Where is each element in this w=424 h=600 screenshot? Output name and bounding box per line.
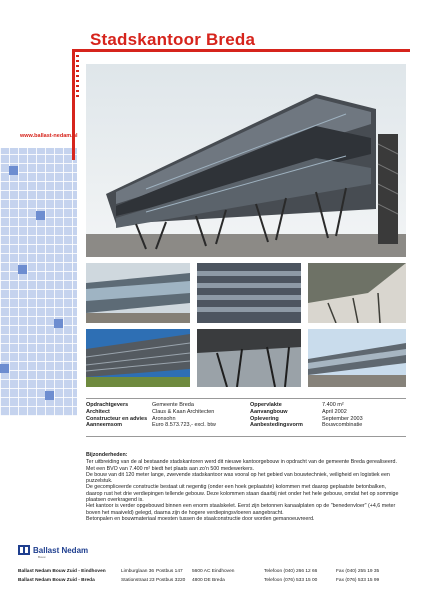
red-side-rule: [72, 50, 75, 160]
details-paragraph: Ter uitbreiding van de al bestaande stadskantoren werd dit nieuwe kantoorgebouw in opdracht van de gemeente Breda gerealiseerd.: [86, 459, 397, 466]
info-label: Opdrachtgevers: [86, 402, 129, 408]
details-paragraph: Met een BVO van 7.400 m² biedt het plaats aan zo'n 500 medewerkers.: [86, 465, 254, 472]
info-label: Aanvangbouw: [250, 408, 288, 415]
footer-fax: Fax (076) 533 15 99: [336, 577, 380, 583]
info-value: September 2003: [322, 415, 363, 422]
info-row: [86, 422, 406, 429]
footer-company: Ballast Nedam Bouw Zuid - Breda: [18, 577, 95, 583]
info-value: Bouwcombinatie: [322, 422, 363, 429]
footer-street: Stationstraat 23: [121, 577, 155, 583]
details-separator: [86, 436, 406, 437]
hero-photo: [86, 64, 406, 257]
footer-postbus: Postbus 3220: [156, 577, 186, 583]
info-value: 7.400 m²: [322, 402, 344, 408]
project-info-table: [86, 402, 406, 429]
footer-company: Ballast Nedam Bouw Zuid - Eindhoven: [18, 569, 106, 574]
footer-street: Limburglaan 36: [121, 569, 155, 574]
photo-thumb-3: [308, 263, 406, 323]
photo-thumb-4: [86, 329, 190, 387]
info-label: Oplevering: [250, 415, 279, 422]
footer-city: 5600 AC Eindhoven: [192, 569, 235, 574]
logo-subtitle: Bouw: [38, 555, 46, 559]
info-value: Aronsohn: [152, 415, 176, 422]
info-separator: [86, 398, 406, 399]
project-details: [86, 452, 404, 522]
photo-thumb-6: [308, 329, 406, 387]
blue-grid-strip: [0, 148, 77, 416]
details-paragraph: De gecompliceerde constructie bestaat uit negentig (onder een hoek geplaatste) kolommen met daarop geplaatste betonbalken, daarop rust het drie verdiepingen tellende gebouw. Deze kolommen staan daarbij niet onder het hele gebouw, omdat het op sommige plaatsen overkragend is.: [86, 484, 399, 504]
photo-thumb-1: [86, 263, 190, 323]
info-row: [86, 402, 406, 409]
info-value: Gemeente Breda: [152, 402, 194, 408]
info-value: Claus & Kaan Architecten: [152, 408, 215, 415]
info-value: April 2002: [322, 408, 347, 415]
info-value: Euro 8.573.723,- excl. btw: [152, 422, 216, 429]
footer-phone: Telefoon (076) 533 15 00: [264, 577, 318, 583]
info-row: [86, 416, 406, 423]
footer-addresses: [18, 568, 408, 585]
details-paragraph: Betonpalen en bouwmateriaal moesten tussen de staalconstructie door worden gemanoeuvreerd.: [86, 515, 315, 522]
footer-row: [18, 568, 408, 577]
footer-city: 4800 DE Breda: [192, 577, 225, 583]
footer-fax: Fax (040) 255 19 35: [336, 569, 380, 574]
logo-text: Ballast Nedam: [33, 545, 89, 555]
footer-phone: Telefoon (040) 266 12 66: [264, 569, 318, 574]
photo-thumb-5: [197, 329, 301, 387]
details-heading: Bijzonderheden:: [86, 452, 128, 458]
footer-postbus: Postbus 147: [156, 569, 183, 574]
details-paragraph: Het kantoor is verder opgebouwd binnen een enorm staalskelet. Eerst zijn betonnen kanaalplaten op de "benedenvloer" (+4,6 meter boven het maaiveld) gelegd, daarna zijn de hogere verdiepingsvloeren aangebracht.: [86, 503, 396, 516]
website-link[interactable]: www.ballast-nedam.nl: [20, 133, 78, 139]
page-title: Stadskantoor Breda: [90, 30, 256, 49]
info-label: Aanbestedingsvorm: [250, 422, 303, 429]
ballast-nedam-logo-icon: [18, 545, 30, 555]
red-dotted-rule: [76, 55, 79, 100]
info-label: Oppervlakte: [250, 402, 282, 408]
info-row: [86, 409, 406, 416]
info-label: Constructeur en advies: [86, 415, 148, 422]
details-paragraph: De bouw van dit 120 meter lange, zwevende stadskantoor was vooral op het gebied van bouwtechniek, veiligheid en logistiek een puzzelstuk.: [86, 471, 390, 485]
photo-thumb-2: [197, 263, 301, 323]
info-label: Architect: [86, 408, 110, 415]
info-label: Aanneemsom: [86, 422, 123, 429]
company-logo: [18, 545, 88, 555]
footer-row: [18, 577, 408, 586]
